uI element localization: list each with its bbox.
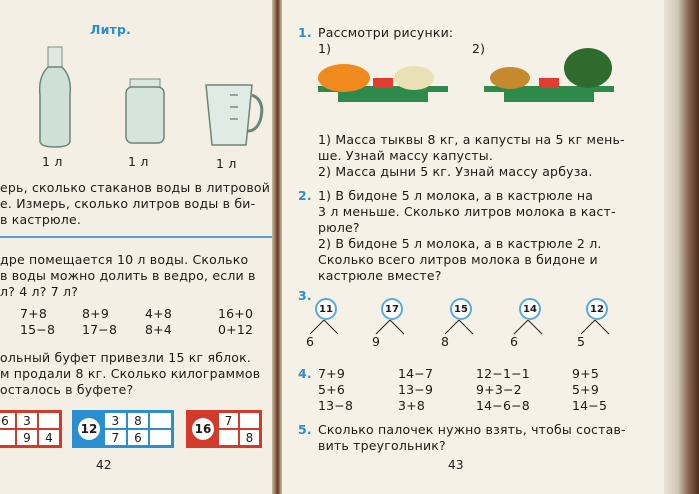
problem-line: дре помещается 10 л воды. Сколько — [0, 252, 249, 267]
measuring-cup-icon — [206, 85, 262, 145]
divider — [0, 236, 272, 238]
expression: 7+9 — [318, 366, 345, 381]
table-cell — [149, 412, 172, 429]
page-edge — [664, 0, 699, 494]
table-cell: 3 — [16, 412, 38, 429]
task-number: 2. — [298, 188, 312, 203]
expression: 13−8 — [318, 398, 354, 413]
apple-problem-line: ольный буфет привезли 15 кг яблок. — [0, 350, 252, 365]
expression: 14−6−8 — [476, 398, 530, 413]
table-cell — [218, 429, 239, 446]
expression: 14−7 — [398, 366, 434, 381]
task1-line: 1) Масса тыквы 8 кг, а капусты на 5 кг мень- — [318, 132, 625, 147]
expression: 15−8 — [20, 322, 56, 337]
table-cell: 4 — [38, 429, 60, 446]
table-cell: 8 — [127, 412, 150, 429]
milk-bottle-icon — [40, 47, 71, 147]
problem-line: в воды можно долить в ведро, если в — [0, 268, 256, 283]
expression: 8+9 — [82, 306, 109, 321]
tree-top: 14 — [519, 298, 541, 320]
table-cell: 3 — [104, 412, 127, 429]
expression: 9+3−2 — [476, 382, 522, 397]
task2-line: Сколько всего литров молока в бидоне и — [318, 252, 598, 267]
table-cell — [0, 429, 16, 446]
table-cell: 8 — [239, 429, 260, 446]
task2-line: 2) В бидоне 5 л молока, а в кастрюле 2 л. — [318, 236, 602, 251]
problem-line: л? 4 л? 7 л? — [0, 284, 79, 299]
task-number: 4. — [298, 366, 312, 381]
fig1-label: 1) — [318, 41, 332, 56]
instruction-line: ерь, сколько стаканов воды в литровой — [0, 180, 271, 195]
tree-left: 8 — [441, 334, 450, 349]
table-cell — [149, 429, 172, 446]
expression: 5+6 — [318, 382, 345, 397]
table-cell: 6 — [0, 412, 16, 429]
table-center: 12 — [74, 412, 104, 446]
expression: 8+4 — [145, 322, 172, 337]
scale-1-icon — [318, 64, 448, 102]
tree-top: 12 — [586, 298, 608, 320]
bottle-label: 1 л — [42, 154, 63, 169]
expression: 9+5 — [572, 366, 599, 381]
expression: 0+12 — [218, 322, 254, 337]
task-number: 3. — [298, 288, 312, 303]
cup-label: 1 л — [216, 156, 237, 171]
apple-problem-line: осталось в буфете? — [0, 382, 134, 397]
page-number: 42 — [96, 458, 112, 472]
apple-problem-line: м продали 8 кг. Сколько килограммов — [0, 366, 261, 381]
task2-line: 1) В бидоне 5 л молока, а в кастрюле на — [318, 188, 594, 203]
jar-icon — [126, 79, 164, 143]
scale-2-icon — [484, 48, 614, 102]
table-cell — [38, 412, 60, 429]
expression: 7+8 — [20, 306, 47, 321]
table-cell: 6 — [127, 429, 150, 446]
tree-top: 17 — [381, 298, 403, 320]
task2-line: 3 л меньше. Сколько литров молока в каст- — [318, 204, 616, 219]
task1-label: Рассмотри рисунки: — [318, 25, 454, 40]
expression: 16+0 — [218, 306, 254, 321]
task-number: 1. — [298, 25, 312, 40]
book-gutter — [272, 0, 282, 494]
page-42 — [0, 0, 272, 494]
number-table-2 — [72, 410, 174, 448]
page-number: 43 — [448, 458, 464, 472]
bottle-illustrations — [30, 45, 270, 150]
table-cell — [239, 412, 260, 429]
task1-line: ше. Узнай массу капусты. — [318, 148, 494, 163]
table-cell: 7 — [104, 429, 127, 446]
task5-line: вить треугольник? — [318, 438, 446, 453]
expression: 17−8 — [82, 322, 118, 337]
task-number: 5. — [298, 422, 312, 437]
tree-top: 11 — [315, 298, 337, 320]
jar-label: 1 л — [128, 154, 149, 169]
instruction-line: е. Измерь, сколько литров воды в би- — [0, 196, 256, 211]
task1-line: 2) Масса дыни 5 кг. Узнай массу арбуза. — [318, 164, 593, 179]
fig2-label: 2) — [472, 41, 486, 56]
number-table-3 — [186, 410, 262, 448]
tree-left: 6 — [306, 334, 315, 349]
page-title: Литр. — [90, 22, 132, 37]
task2-line: рюле? — [318, 220, 360, 235]
task5-line: Сколько палочек нужно взять, чтобы состав- — [318, 422, 626, 437]
task2-line: кастрюле вместе? — [318, 268, 442, 283]
instruction-line: в кастрюле. — [0, 212, 82, 227]
scales-illustrations — [318, 48, 618, 110]
expression: 12−1−1 — [476, 366, 530, 381]
page-43 — [282, 0, 664, 494]
tree-left: 9 — [372, 334, 381, 349]
tree-left: 6 — [510, 334, 519, 349]
expression: 4+8 — [145, 306, 172, 321]
expression: 5+9 — [572, 382, 599, 397]
tree-left: 5 — [577, 334, 586, 349]
table-center: 16 — [188, 412, 218, 446]
tree-top: 15 — [450, 298, 472, 320]
table-cell: 9 — [16, 429, 38, 446]
number-table-1 — [0, 410, 62, 448]
table-cell: 7 — [218, 412, 239, 429]
expression: 13−9 — [398, 382, 434, 397]
expression: 3+8 — [398, 398, 425, 413]
expression: 14−5 — [572, 398, 608, 413]
